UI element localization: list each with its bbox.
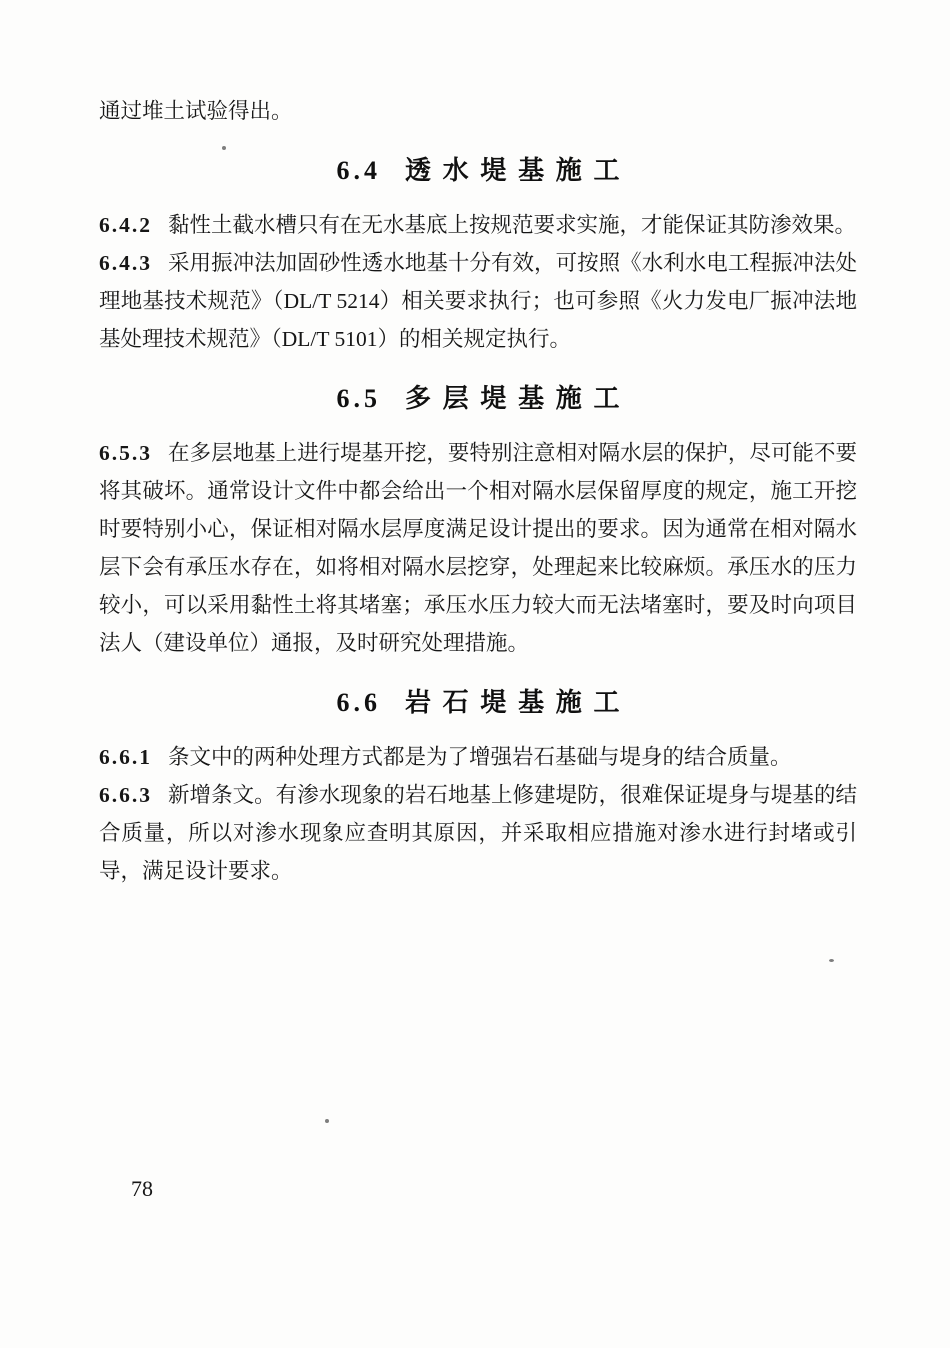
clause-text: 条文中的两种处理方式都是为了增强岩石基础与堤身的结合质量。 (168, 745, 792, 769)
section-number: 6.5 (336, 384, 381, 413)
section-title: 岩石堤基施工 (404, 688, 632, 717)
clause-text: 黏性土截水槽只有在无水基底上按规范要求实施，才能保证其防渗效果。 (168, 213, 857, 237)
clause-number: 6.6.3 (99, 783, 152, 807)
section-title: 透水堤基施工 (404, 156, 632, 185)
scan-artifact-dot (325, 1119, 329, 1123)
clause-text: 采用振冲法加固砂性透水地基十分有效，可按照《水利水电工程振冲法处理地基技术规范》（DL/T 5214）相关要求执行；也可参照《火力发电厂振冲法地基处理技术规范》（DL/T 5101）的相关规定执行。 (99, 251, 857, 351)
continuation-text: 通过堆土试验得出。 (99, 99, 293, 123)
paragraph-6-4-2 (99, 206, 857, 244)
clause-number: 6.4.3 (99, 251, 152, 275)
page-content (99, 92, 857, 890)
section-number: 6.6 (336, 688, 381, 717)
page-number: 78 (131, 1176, 153, 1201)
paragraph-6-5-3 (99, 434, 857, 662)
paragraph-6-6-3 (99, 776, 857, 890)
paragraph-continuation (99, 92, 857, 130)
clause-number: 6.5.3 (99, 441, 152, 465)
section-number: 6.4 (336, 156, 381, 185)
scan-artifact-dot (829, 959, 834, 962)
section-heading-6-4 (99, 154, 857, 188)
section-heading-6-6 (99, 686, 857, 720)
paragraph-6-6-1 (99, 738, 857, 776)
clause-number: 6.4.2 (99, 213, 152, 237)
clause-text: 新增条文。有渗水现象的岩石地基上修建堤防，很难保证堤身与堤基的结合质量，所以对渗水现象应查明其原因，并采取相应措施对渗水进行封堵或引导，满足设计要求。 (99, 783, 857, 883)
section-heading-6-5 (99, 382, 857, 416)
paragraph-6-4-3 (99, 244, 857, 358)
clause-text: 在多层地基上进行堤基开挖，要特别注意相对隔水层的保护，尽可能不要将其破坏。通常设计文件中都会给出一个相对隔水层保留厚度的规定，施工开挖时要特别小心，保证相对隔水层厚度满足设计提出的要求。因为通常在相对隔水层下会有承压水存在，如将相对隔水层挖穿，处理起来比较麻烦。承压水的压力较小，可以采用黏性土将其堵塞；承压水压力较大而无法堵塞时，要及时向项目法人（建设单位）通报，及时研究处理措施。 (99, 441, 857, 655)
clause-number: 6.6.1 (99, 745, 152, 769)
section-title: 多层堤基施工 (404, 384, 632, 413)
scan-artifact-dot (222, 146, 226, 150)
